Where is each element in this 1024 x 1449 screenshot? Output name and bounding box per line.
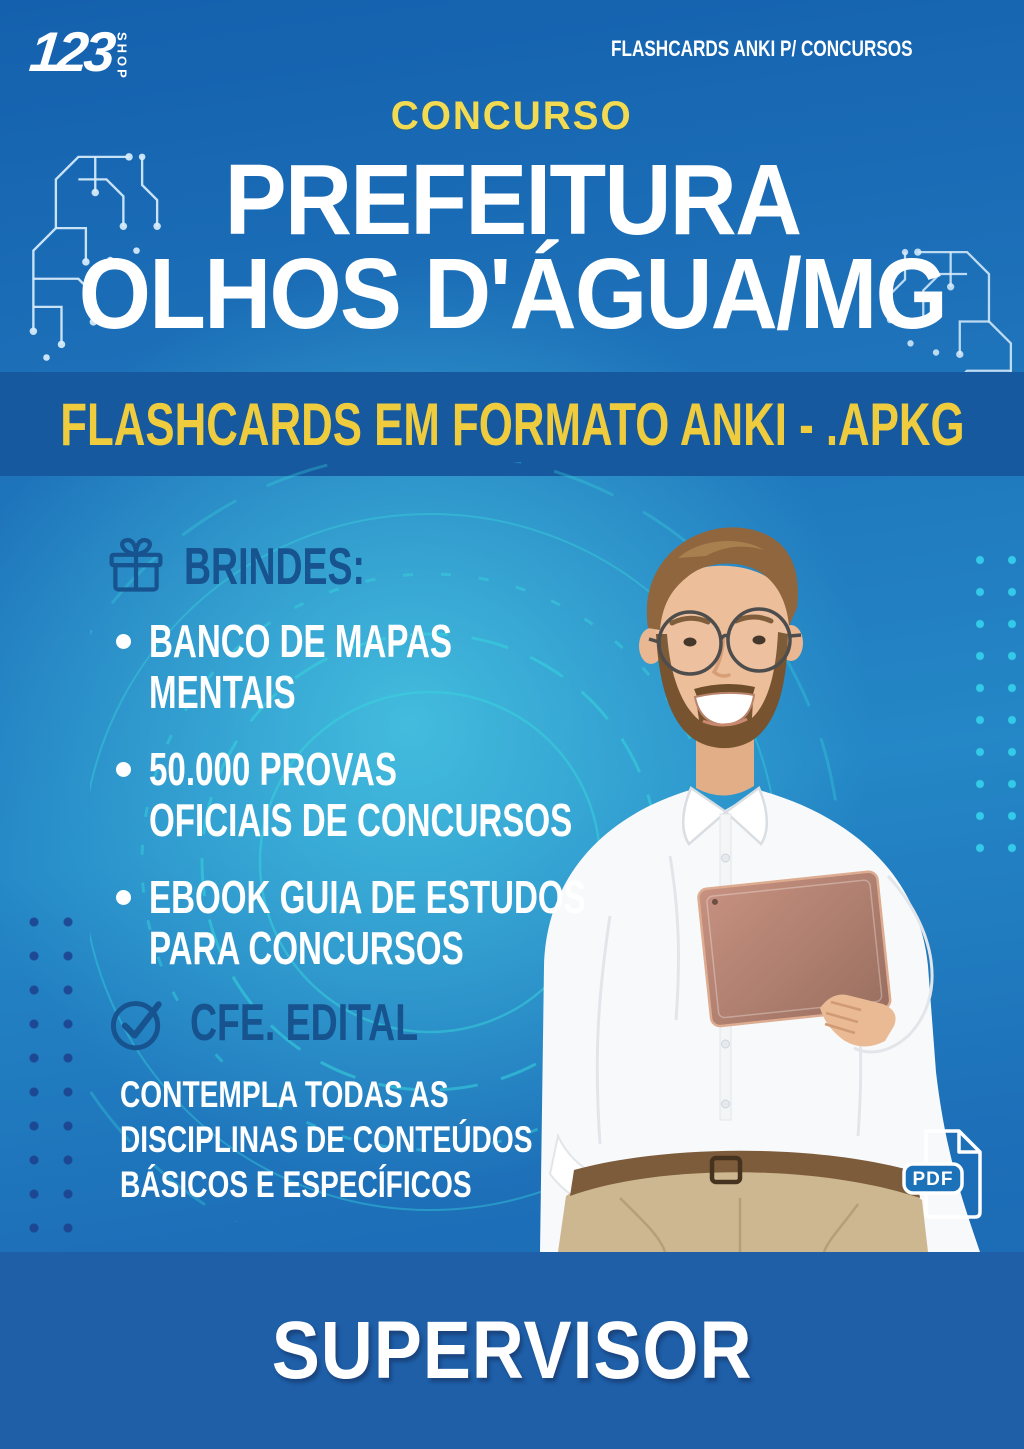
list-item: BANCO DE MAPAS MENTAIS — [116, 616, 756, 718]
edital-paragraph: CONTEMPLA TODAS AS DISCIPLINAS DE CONTEÚDOS BÁSICOS E ESPECÍFICOS — [120, 1074, 533, 1205]
hero — [0, 94, 1024, 350]
footer-band — [0, 1252, 1024, 1449]
header-tagline: FLASHCARDS ANKI P/ CONCURSOS — [611, 36, 913, 61]
role-title: SUPERVISOR — [271, 1304, 753, 1396]
logo-number: 123 — [26, 20, 115, 83]
dot-grid-left-decoration — [14, 902, 84, 1240]
gift-icon — [106, 536, 166, 598]
list-item: EBOOK GUIA DE ESTUDOS PARA CONCURSOS — [116, 872, 756, 974]
list-item: 50.000 PROVAS OFICIAIS DE CONCURSOS — [116, 744, 756, 846]
kicker: CONCURSO — [391, 94, 633, 138]
pdf-file-icon — [899, 1126, 989, 1222]
title-line-2: OLHOS D'ÁGUA/MG — [78, 238, 946, 350]
bullet-dot-icon — [116, 634, 131, 649]
bullet-dot-icon — [116, 890, 131, 905]
brindes-section-header — [106, 536, 435, 598]
format-banner — [0, 372, 1024, 476]
pdf-label: PDF — [912, 1169, 954, 1190]
bullet-dot-icon — [116, 762, 131, 777]
format-banner-text: FLASHCARDS EM FORMATO ANKI - .APKG — [59, 390, 965, 458]
title-line-1: PREFEITURA — [224, 144, 800, 256]
brand-logo — [26, 20, 130, 83]
edital-heading: CFE. EDITAL — [190, 994, 419, 1052]
logo-shop-label: SHOP — [114, 32, 130, 81]
page-title — [0, 144, 1024, 350]
brindes-heading: BRINDES: — [184, 538, 365, 596]
brindes-list — [116, 616, 756, 1000]
edital-section-header — [108, 992, 507, 1054]
check-circle-icon — [108, 992, 172, 1054]
